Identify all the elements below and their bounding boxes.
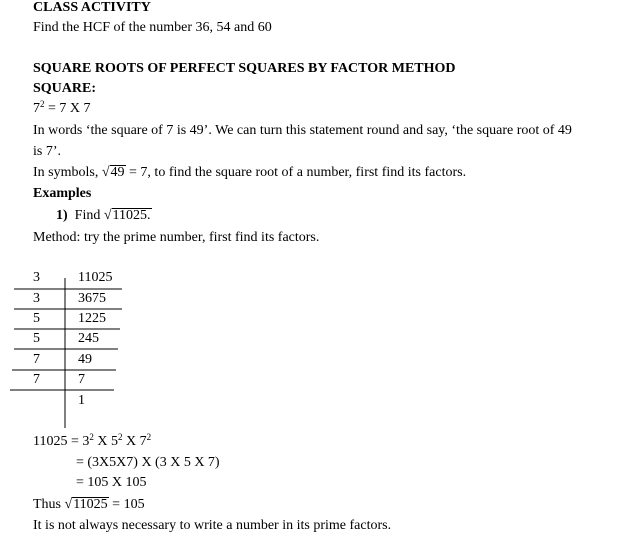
words-line-2: is 7’. [33, 144, 61, 159]
exponent-3: 2 [146, 432, 152, 442]
dividend-cell: 1225 [78, 311, 106, 326]
section-heading: SQUARE ROOTS OF PERFECT SQUARES BY FACTOR METHOD [33, 61, 456, 76]
square-subheading: SQUARE: [33, 81, 97, 96]
divisor-cell: 5 [33, 331, 40, 346]
examples-heading: Examples [33, 186, 92, 201]
closing-note: It is not always necessary to write a number in its prime factors. [33, 518, 392, 533]
thus-prefix: Thus [33, 497, 65, 512]
square-exponent: 2 [40, 99, 45, 109]
words-line-1: In words ‘the square of 7 is 49’. We can turn this statement round and say, ‘the square root of 49 [33, 123, 572, 138]
radical-icon: √ [64, 497, 73, 512]
example-text: Find [74, 208, 104, 223]
working-line-1 [33, 434, 151, 450]
divisor-cell: 7 [33, 372, 40, 387]
exponent-1: 2 [89, 432, 94, 442]
symbols-suffix: = 7, to find the square root of a number, first find its factors. [125, 165, 467, 180]
thus-suffix: = 105 [108, 497, 145, 512]
radicand-11025-result: 11025 [73, 497, 108, 512]
method-line: Method: try the prime number, first find its factors. [33, 230, 320, 245]
symbols-prefix: In symbols, [33, 165, 102, 180]
square-root-11025-result [65, 497, 109, 513]
working-line-2: = (3X5X7) X (3 X 5 X 7) [76, 455, 220, 470]
radical-icon: √ [103, 208, 112, 223]
thus-line [33, 497, 145, 513]
working-lhs: 11025 = 3 [33, 434, 90, 449]
class-activity-task: Find the HCF of the number 36, 54 and 60 [33, 20, 272, 35]
divisor-cell: 7 [33, 352, 40, 367]
class-activity-heading: CLASS ACTIVITY [33, 0, 151, 15]
working-mid-1: X 5 [93, 434, 119, 449]
dividend-cell: 7 [78, 372, 85, 387]
divisor-cell: 3 [33, 291, 40, 306]
square-rest: = 7 X 7 [44, 101, 91, 116]
divisor-cell: 5 [33, 311, 40, 326]
dividend-cell: 11025 [78, 270, 113, 285]
example-number: 1) [56, 208, 68, 223]
square-base: 7 [33, 101, 40, 116]
dividend-cell: 49 [78, 352, 92, 367]
dividend-cell: 3675 [78, 291, 106, 306]
dividend-cell: 245 [78, 331, 99, 346]
dividend-cell: 1 [78, 393, 85, 408]
working-line-3: = 105 X 105 [76, 475, 147, 490]
radical-icon: √ [101, 165, 110, 180]
radicand-49: 49 [110, 165, 125, 180]
radicand-11025: 11025. [112, 208, 151, 223]
working-mid-2: X 7 [122, 434, 147, 449]
divisor-cell: 3 [33, 270, 40, 285]
exponent-2: 2 [118, 432, 123, 442]
